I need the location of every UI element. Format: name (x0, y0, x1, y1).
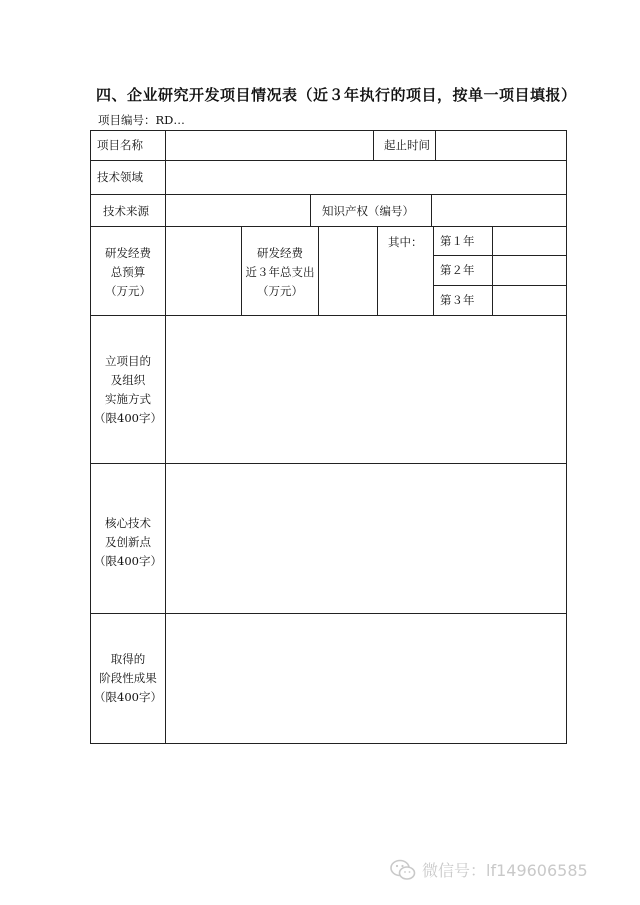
year-3-label: 第３年 (440, 293, 475, 307)
results-line-2: 阶段性成果 (99, 671, 157, 685)
watermark-text: 微信号：lf149606585 (422, 861, 588, 880)
tech-field-field[interactable] (166, 161, 566, 194)
rd-expense-label (246, 244, 315, 301)
rd-budget-label (105, 244, 151, 301)
column-divider (433, 226, 434, 316)
column-divider (373, 130, 374, 161)
rd-budget-field[interactable] (166, 227, 241, 315)
purpose-field[interactable] (166, 316, 566, 463)
rd-expense-line-2: 近３年总支出 (245, 265, 315, 279)
results-label (94, 650, 162, 707)
core-tech-label (94, 514, 162, 571)
table-border-bottom (90, 743, 567, 744)
project-name-label: 项目名称 (97, 138, 143, 152)
column-divider (377, 226, 378, 316)
rd-expense-line-1: 研发经费 (257, 246, 303, 260)
year-2-label: 第２年 (440, 263, 475, 277)
rd-budget-line-2: 总预算 (110, 265, 146, 279)
results-field[interactable] (166, 614, 566, 743)
purpose-line-3: 实施方式 (104, 392, 151, 406)
core-tech-line-1: 核心技术 (104, 516, 151, 530)
purpose-line-2: 及组织 (110, 373, 146, 387)
ip-number-label: 知识产权（编号） (322, 204, 414, 218)
purpose-line-4: （限400字） (94, 411, 162, 425)
rd-expense-line-3: （万元） (257, 284, 303, 298)
core-tech-line-2: 及创新点 (104, 535, 151, 549)
results-line-1: 取得的 (110, 652, 146, 666)
rd-budget-line-3: （万元） (105, 284, 151, 298)
year-2-field[interactable] (493, 256, 566, 285)
results-line-3: （限400字） (94, 690, 162, 704)
project-name-field[interactable] (166, 131, 373, 160)
core-tech-line-3: （限400字） (94, 554, 162, 568)
year-1-label: 第１年 (440, 234, 475, 248)
among-label: 其中： (388, 235, 423, 249)
rd-expense-field[interactable] (319, 227, 377, 315)
column-divider (310, 194, 311, 227)
ip-number-field[interactable] (432, 195, 566, 226)
table-border-right (566, 130, 567, 744)
purpose-label (94, 352, 162, 428)
purpose-line-1: 立项目的 (104, 354, 151, 368)
page-title: 四、企业研究开发项目情况表（近３年执行的项目，按单一项目填报） (96, 86, 577, 104)
core-tech-field[interactable] (166, 464, 566, 613)
wechat-icon (390, 859, 416, 881)
wechat-watermark (390, 858, 588, 881)
start-end-time-label: 起止时间 (384, 138, 430, 152)
table-border-left (90, 130, 91, 744)
tech-field-label: 技术领域 (97, 170, 143, 184)
tech-source-field[interactable] (166, 195, 310, 226)
project-number: 项目编号：RD… (98, 113, 185, 127)
year-3-field[interactable] (493, 286, 566, 315)
column-divider (241, 226, 242, 316)
tech-source-label: 技术来源 (103, 204, 149, 218)
start-end-time-field[interactable] (436, 131, 566, 160)
rd-budget-line-1: 研发经费 (105, 246, 151, 260)
year-1-field[interactable] (493, 227, 566, 255)
